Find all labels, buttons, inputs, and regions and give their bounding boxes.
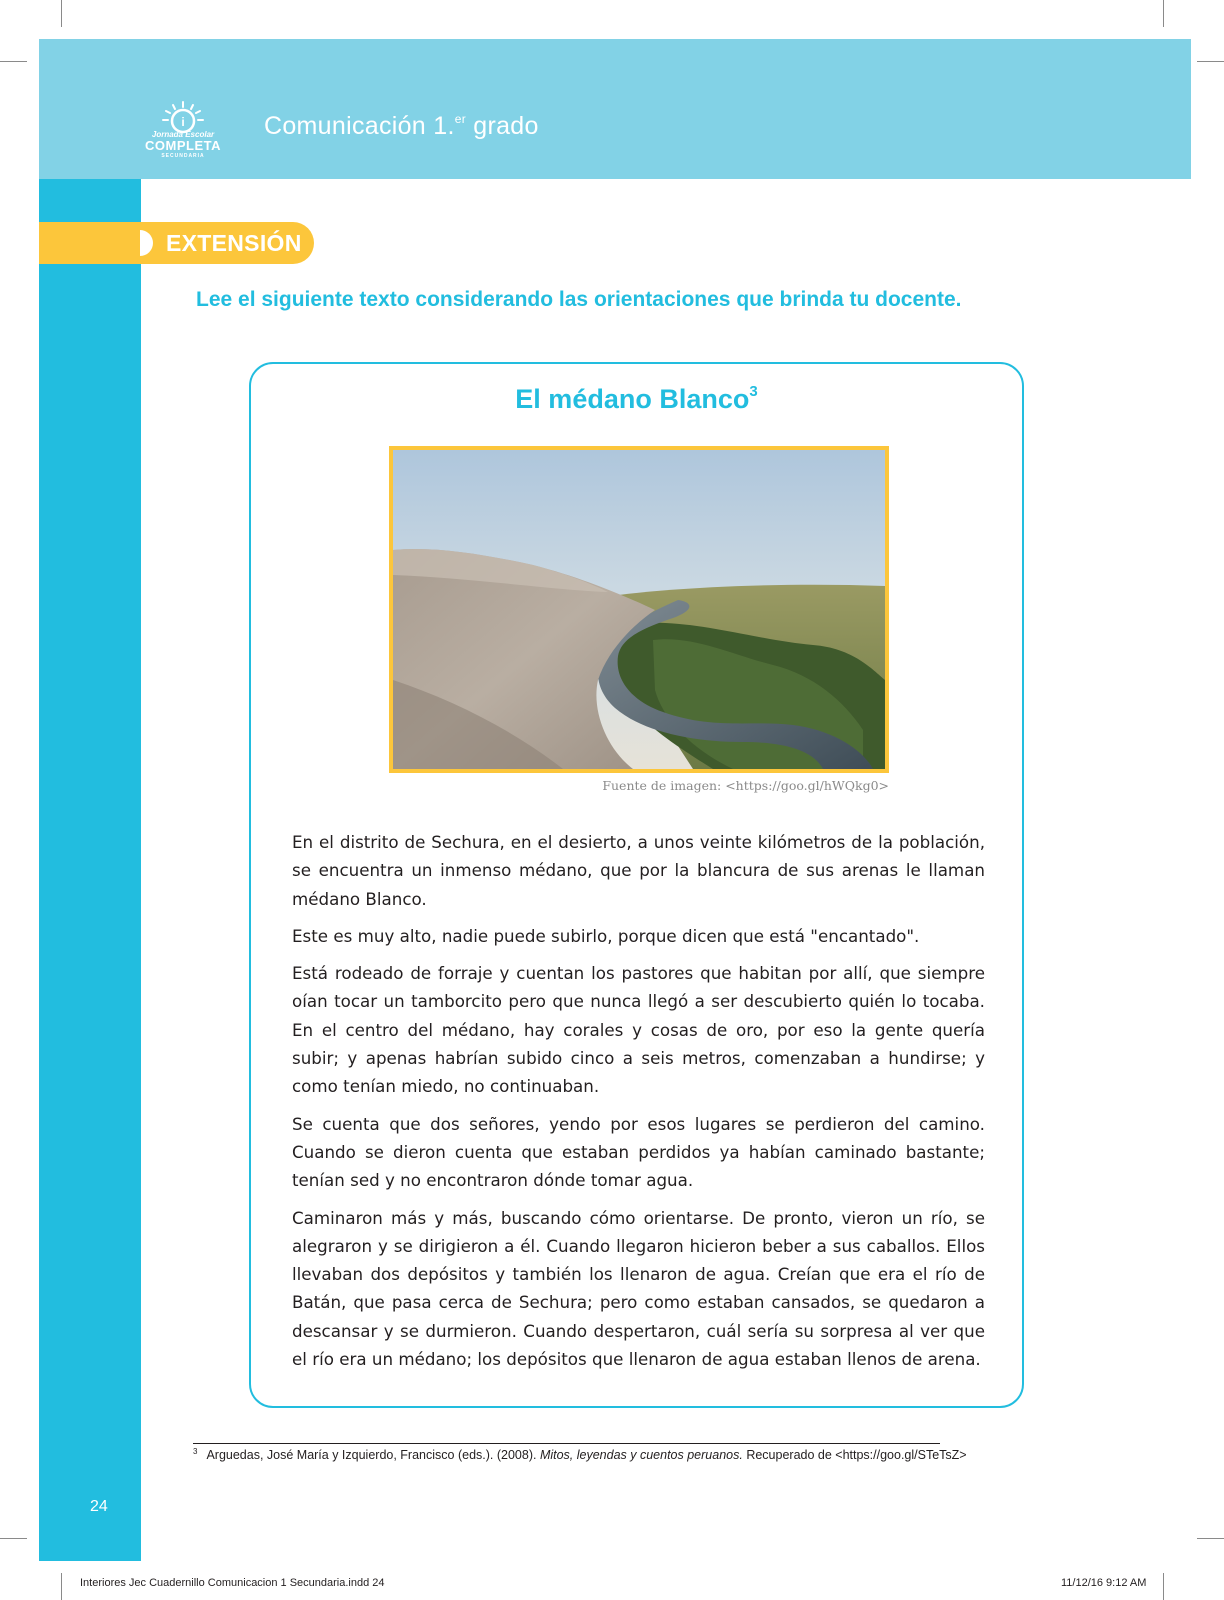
crop-mark xyxy=(1197,61,1224,62)
footnote-book-title: Mitos, leyendas y cuentos peruanos. xyxy=(539,1448,743,1462)
crop-mark xyxy=(61,1573,62,1600)
crop-mark xyxy=(1163,1573,1164,1600)
jec-logo xyxy=(140,100,226,160)
logo-line2: COMPLETA xyxy=(145,138,221,153)
dune-river-illustration xyxy=(393,450,885,769)
dune-photo xyxy=(389,446,889,773)
header-title-sup: er xyxy=(454,112,466,126)
story-body xyxy=(292,828,985,1382)
crop-mark xyxy=(61,0,62,27)
logo-line3: SECUNDARIA xyxy=(161,153,205,159)
story-title xyxy=(249,383,1024,415)
instruction-text: Lee el siguiente texto considerando las orientaciones que brinda tu docente. xyxy=(196,288,962,311)
footnote-text-start: Arguedas, José María y Izquierdo, Francisco (eds.). (2008). xyxy=(206,1448,540,1462)
section-tab-label: EXTENSIÓN xyxy=(166,230,302,256)
story-paragraph: Se cuenta que dos señores, yendo por esos lugares se perdieron del camino. Cuando se dieron cuenta que estaban perdidos ya habían caminado bastante; tenían sed y no encontraron dónde tomar agua. xyxy=(292,1113,985,1191)
crop-mark xyxy=(1197,1538,1224,1539)
crop-mark xyxy=(0,1538,27,1539)
crop-mark xyxy=(0,61,27,62)
footnote-number: 3 xyxy=(193,1447,198,1456)
left-sidebar-bar xyxy=(39,179,141,1561)
footnote-reference: 3 xyxy=(749,383,758,400)
print-slug-timestamp: 11/12/16 9:12 AM xyxy=(1061,1577,1147,1589)
header-title-main: Comunicación 1. xyxy=(264,112,455,140)
image-caption: Fuente de imagen: <https://goo.gl/hWQkg0> xyxy=(602,778,889,793)
svg-text:i: i xyxy=(181,115,185,129)
logo-line1: Jornada Escolar xyxy=(151,130,215,139)
story-paragraph: En el distrito de Sechura, en el desierto, a unos veinte kilómetros de la población, se encuentra un inmenso médano, que por la blancura de sus arenas le llaman médano Blanco. xyxy=(292,832,985,909)
sun-icon xyxy=(140,100,226,134)
story-paragraph: Caminaron más y más, buscando cómo orientarse. De pronto, vieron un río, se alegraron y se dirigieron a él. Cuando llegaron hicieron beber a sus caballos. Ellos llevaban dos depósitos y también los llenaron de agua. Creían que era el río de Batán, que pasa cerca de Sechura; pero como estaban cansados, se quedaron a descansar y se durmieron. Cuando despertaron, cuál sería su sorpresa al ver que el río era un médano; los depósitos que llenaron de agua estaban llenos de arena. xyxy=(292,1207,985,1370)
story-paragraph: Este es muy alto, nadie puede subirlo, porque dicen que está "encantado". xyxy=(292,925,920,946)
header-title-tail: grado xyxy=(466,112,539,140)
crop-mark xyxy=(1163,0,1164,27)
footnote-divider xyxy=(193,1443,940,1444)
footnote xyxy=(193,1447,973,1462)
footnote-text-end: Recuperado de <https://goo.gl/STeTsZ> xyxy=(742,1448,967,1462)
header-title xyxy=(264,112,539,141)
story-title-text: El médano Blanco xyxy=(515,384,750,414)
print-slug-filename: Interiores Jec Cuadernillo Comunicacion 1 Secundaria.indd 24 xyxy=(80,1577,385,1589)
story-paragraph: Está rodeado de forraje y cuentan los pastores que habitan por allí, que siempre oían tocar un tamborcito pero que nunca llegó a ser descubierto quién lo tocaba. En el centro del médano, hay corales y cosas de oro, por eso la gente quería subir; y apenas habrían subido cinco a seis metros, comenzaban a hundirse; y como tenían miedo, no continuaban. xyxy=(292,963,985,1097)
page-number: 24 xyxy=(90,1498,108,1515)
